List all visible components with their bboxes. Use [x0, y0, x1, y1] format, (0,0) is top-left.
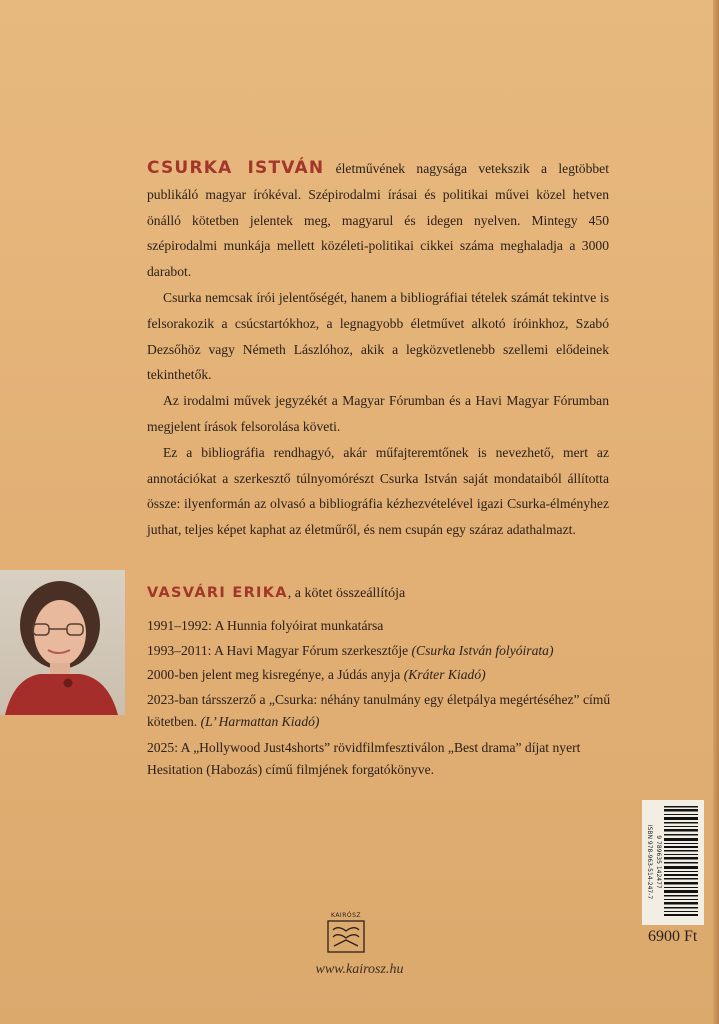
publisher-logo	[324, 912, 368, 954]
bio-item: 2000-ben jelent meg kisregénye, a Júdás anyja (Kráter Kiadó)	[147, 667, 486, 682]
bio-item: 2025: A „Hollywood Just4shorts” rövidfilmfesztiválon „Best drama” díjat nyert Hesitation (Habozás) című filmjének forgatókönyve.	[147, 739, 581, 777]
isbn-barcode	[642, 800, 704, 925]
intro-paragraph-1: CSURKA ISTVÁN életművének nagysága vetekszik a legtöbbet publikáló magyar írókéval. Szépirodalmi írásai és politikai művei közel hetven önálló kötetben jelentek meg, magyarul és idegen nyelven. Mintegy 450 szépirodalmi munkája mellett közéleti-politikai cikkei száma meghaladja a 3000 darabot.	[147, 158, 609, 280]
publisher-name: KAIRÓSZ	[330, 912, 361, 919]
intro-paragraph-4: Ez a bibliográfia rendhagyó, akár műfajteremtőnek is nevezhető, mert az annotációkat a szerkesztő túlnyomórészt Csurka István saját mondataiból állította össze: ilyenformán az olvasó a bibliográfia kézhezvételével igazi Csurka-élményhez juthat, teljes képet kaphat az életműről, és nem csupán egy száraz adathalmazt.	[147, 444, 609, 538]
price: 6900 Ft	[648, 928, 698, 945]
intro-text	[147, 156, 609, 543]
bio-item: 1993–2011: A Havi Magyar Fórum szerkesztője (Csurka István folyóirata)	[147, 642, 554, 658]
bio-heading: VASVÁRI ERIKA, a kötet összeállítója	[147, 585, 406, 601]
intro-paragraph-3: Az irodalmi művek jegyzékét a Magyar Fórumban és a Havi Magyar Fórumban megjelent írások felsorolása követi.	[147, 393, 609, 434]
bio-item: 1991–1992: A Hunnia folyóirat munkatársa	[147, 618, 384, 633]
editor-name: VASVÁRI ERIKA	[147, 585, 288, 601]
publisher-website[interactable]: www.kairosz.hu	[315, 962, 404, 977]
isbn-text: ISBN 978-963-514-247-7	[646, 824, 653, 900]
spine-edge	[713, 0, 719, 1024]
editor-bio	[147, 582, 619, 784]
bio-item: 2023-ban társszerző a „Csurka: néhány tanulmány egy életpálya megértéséhez” című kötetben. (L’ Harmattan Kiadó)	[147, 691, 611, 729]
barcode-number: 9 789635 142477	[655, 835, 662, 889]
editor-photo	[0, 570, 125, 715]
intro-paragraph-2: Csurka nemcsak írói jelentőségét, hanem a bibliográfiai tételek számát tekintve is felsorakozik a csúcstartókhoz, a legnagyobb életművet alkotó íróinkhoz, Szabó Dezsőhöz vagy Németh Lászlóhoz, akik a legközvetlenebb szellemi elődeinek tekinthetők.	[147, 289, 609, 383]
author-name: CSURKA ISTVÁN	[147, 158, 325, 178]
